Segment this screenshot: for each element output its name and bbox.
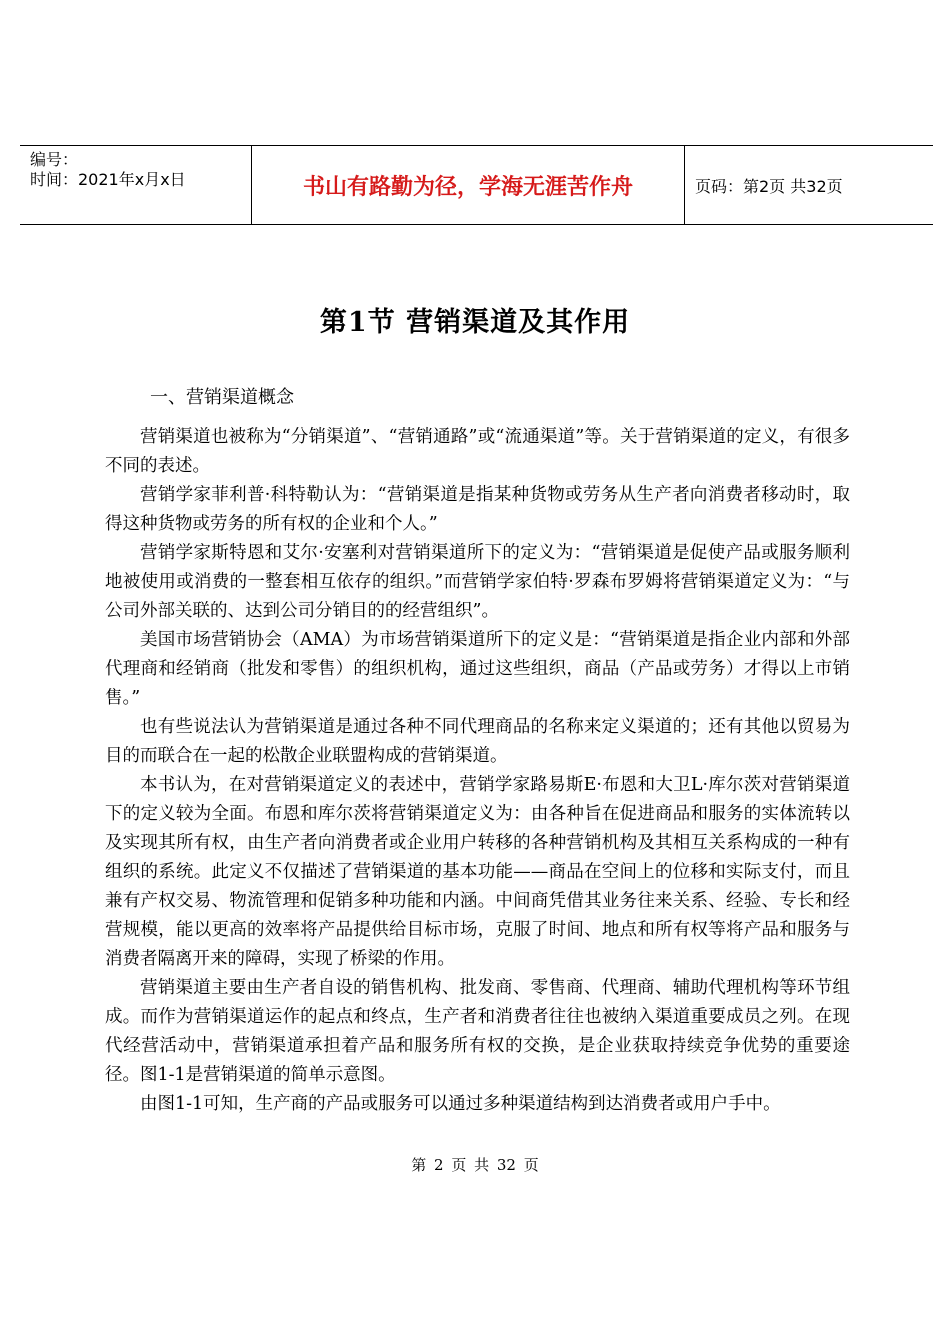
page-footer: 第 2 页 共 32 页: [411, 1156, 539, 1174]
header-motto: 书山有路勤为径，学海无涯苦作舟: [302, 174, 633, 200]
body-text: [105, 423, 850, 1119]
document-time-label: 时间：2021年x月x日: [30, 170, 186, 189]
paragraph: 也有些说法认为营销渠道是通过各种不同代理商品的名称来定义渠道的；还有其他以贸易为目的而联合在一起的松散企业联盟构成的营销渠道。: [105, 717, 850, 766]
paragraph: 本书认为，在对营销渠道定义的表述中，营销学家路易斯E·布恩和大卫L·库尔茨对营销渠道下的定义较为全面。布恩和库尔茨将营销渠道定义为：由各种旨在促进商品和服务的实体流转以及实现其所有权，由生产者向消费者或企业用户转移的各种营销机构及其相互关系构成的一种有组织的系统。此定义不仅描述了营销渠道的基本功能——商品在空间上的位移和实际支付，而且兼有产权交易、物流管理和促销多种功能和内涵。中间商凭借其业务往来关系、经验、专长和经营规模，能以更高的效率将产品提供给目标市场，克服了时间、地点和所有权等将产品和服务与消费者隔离开来的障碍，实现了桥梁的作用。: [105, 775, 850, 969]
paragraph: 营销渠道主要由生产者自设的销售机构、批发商、零售商、代理商、辅助代理机构等环节组成。而作为营销渠道运作的起点和终点，生产者和消费者往往也被纳入渠道重要成员之列。在现代经营活动中，营销渠道承担着产品和服务所有权的交换，是企业获取持续竞争优势的重要途径。图1-1是营销渠道的简单示意图。: [105, 978, 850, 1085]
header-page-cell: [685, 146, 933, 224]
chapter-title: 第1节 营销渠道及其作用: [319, 307, 631, 338]
header-meta-cell: [20, 146, 252, 224]
paragraph: 营销学家斯特恩和艾尔·安塞利对营销渠道所下的定义为：“营销渠道是促使产品或服务顺利地被使用或消费的一整套相互依存的组织。”而营销学家伯特·罗森布罗姆将营销渠道定义为：“与公司外部关联的、达到公司分销目的的经营组织”。: [105, 543, 850, 621]
paragraph: 营销渠道也被称为“分销渠道”、“营销通路”或“流通渠道”等。关于营销渠道的定义，有很多不同的表述。: [105, 427, 850, 476]
paragraph: 美国市场营销协会（AMA）为市场营销渠道所下的定义是：“营销渠道是指企业内部和外部代理商和经销商（批发和零售）的组织机构，通过这些组织，商品（产品或劳务）才得以上市销售。”: [105, 630, 850, 708]
paragraph: 由图1-1可知，生产商的产品或服务可以通过多种渠道结构到达消费者或用户手中。: [140, 1094, 781, 1114]
paragraph: 营销学家菲利普·科特勒认为：“营销渠道是指某种货物或劳务从生产者向消费者移动时，取得这种货物或劳务的所有权的企业和个人。”: [105, 485, 850, 534]
section-heading: 一、营销渠道概念: [150, 387, 294, 408]
header-page-info: 页码：第2页 共32页: [695, 176, 843, 196]
document-number-label: 编号：: [30, 150, 79, 169]
header-motto-cell: [252, 146, 685, 224]
header-table: [20, 145, 933, 225]
